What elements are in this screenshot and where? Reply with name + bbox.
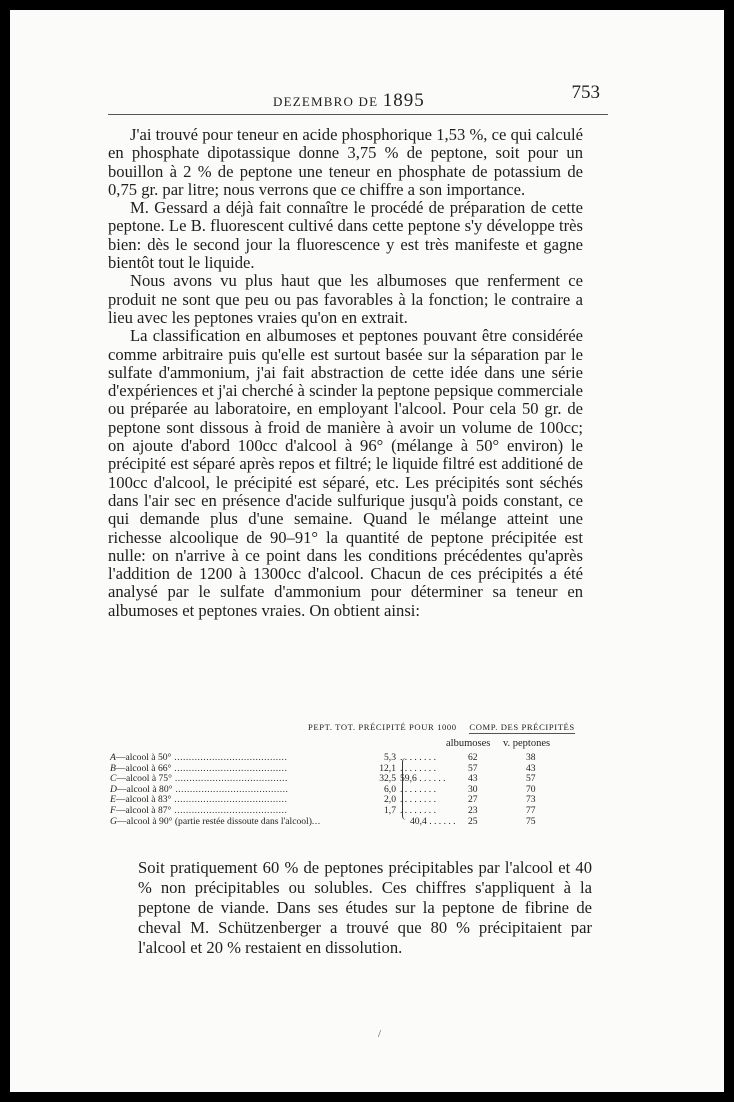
paragraph-2: M. Gessard a déjà fait connaître le procédé de préparation de cette peptone. Le B. fluorescent cultivé dans cette peptone s'y développe très bien: dès le second jour la fluorescence y est très manifeste et gagne bientôt tout le liquide. <box>108 198 583 273</box>
col-peptones: v. peptones <box>502 738 551 749</box>
row-albumoses: 43 <box>468 773 478 785</box>
row-sum: . . . . . . . . <box>400 762 436 774</box>
document-page <box>10 10 724 1092</box>
row-letter: D <box>110 783 117 795</box>
leader-dots: ... <box>311 815 321 827</box>
row-sum: . . . . . . . . <box>400 805 436 816</box>
page-number: 753 <box>571 82 600 103</box>
row-sum: 59,6 . . . . . . <box>400 773 446 785</box>
row-albumoses: 30 <box>468 783 478 795</box>
leader-dots: ....................................... <box>171 762 288 774</box>
running-title-year: 1895 <box>382 90 425 111</box>
page-header <box>108 82 608 115</box>
leader-dots: ....................................... <box>171 794 288 806</box>
row-letter: A <box>110 752 116 763</box>
row-letter: E <box>110 794 116 806</box>
paragraph-1: J'ai trouvé pour teneur en acide phosphorique 1,53 %, ce qui calculé en phosphate dipotassique donne 3,75 % de peptone, soit pour un bouillon à 2 % de peptone une teneur en phosphate de potassium de 0,75 gr. par litre; nous verrons que ce chiffre a son importance. <box>108 125 583 199</box>
row-albumoses: 62 <box>468 752 478 763</box>
row-peptones: 75 <box>526 815 536 827</box>
running-title <box>273 90 425 112</box>
row-value: 5,3 <box>384 752 396 763</box>
row-peptones: 70 <box>526 783 536 795</box>
row-label-text: —alcool à 90° (partie restée dissoute dans l'alcool) <box>116 815 312 827</box>
row-peptones: 73 <box>526 794 536 806</box>
paragraph-4: La classification en albumoses et peptones pouvant être considérée comme arbitraire puis qu'elle est surtout basée sur la séparation par le sulfate d'ammonium, j'ai fait abstraction de cette idée dans une série d'expériences et j'ai cherché à scinder la peptone pepsique commerciale ou préparée au laboratoire, en employant l'alcool. Pour cela 50 gr. de peptone sont dissous à froid de manière à avoir un volume de 100cc; on ajoute d'abord 100cc d'alcool à 96° (mélange à 50° environ) le précipité est séparé après repos et filtré; le liquide filtré est additioné de 100cc d'alcool, le précipité est séparé, etc. Les précipités sont séchés dans l'air sec en présence d'acide sulfurique jusqu'à poids constant, ce qui demande plus d'une semaine. Quand le mélange atteint une richesse alcoolique de 90–91° la quantité de peptone précipitée est nulle: on n'arrive à ce point dans les conditions précédentes qu'après l'addition de 1200 à 1300cc d'alcool. Chacun de ces précipités a été analysé par le sulfate d'ammonium pour déterminer sa teneur en albumoses et peptones vraies. On obtient ainsi: <box>108 326 583 620</box>
leader-dots: ....................................... <box>171 752 288 763</box>
row-sum: . . . . . . . . <box>400 783 436 795</box>
row-peptones: 38 <box>526 752 536 763</box>
row-label-text: —alcool à 50° <box>115 752 172 763</box>
row-peptones: 57 <box>526 773 536 785</box>
table-row <box>110 817 596 828</box>
row-label-text: —alcool à 80° <box>116 783 173 795</box>
row-value: 12,1 <box>379 762 396 774</box>
row-letter: C <box>110 773 117 785</box>
leader-dots: ....................................... <box>172 783 289 795</box>
table-head-right: COMP. DES PRÉCIPITÉS <box>469 722 575 732</box>
closing-paragraph: Soit pratiquement 60 % de peptones précipitables par l'alcool et 40 % non précipitables ou solubles. Ces chiffres s'appliquent à la peptone de viande. Dans ses études sur la peptone de fibrine de cheval M. Schützenberger a trouvé que 80 % précipitaient par l'alcool et 20 % restaient en dissolution. <box>138 858 592 957</box>
stray-mark: / <box>378 1028 382 1040</box>
row-albumoses: 27 <box>468 794 478 806</box>
row-label <box>110 817 321 828</box>
leader-dots: ....................................... <box>171 805 288 816</box>
body-text <box>108 126 583 620</box>
row-sum: . . . . . . . . <box>400 752 436 763</box>
row-value: 6,0 <box>384 783 396 795</box>
row-value: 2,0 <box>384 794 396 806</box>
table-header <box>308 722 575 733</box>
row-value: 1,7 <box>384 805 396 816</box>
row-albumoses: 23 <box>468 805 478 816</box>
paragraph-3: Nous avons vu plus haut que les albumoses que renferment ce produit ne sont que peu ou pas favorables à la fonction; le contraire a lieu avec les peptones vraies qu'on en extrait. <box>108 271 583 327</box>
row-albumoses: 25 <box>468 815 478 827</box>
row-sum: . . . . . . . . <box>400 794 436 806</box>
table-head-left: PEPT. TOT. PRÉCIPITÉ POUR 1000 <box>308 722 457 732</box>
row-letter: B <box>110 762 116 774</box>
row-value: 32,5 <box>379 773 396 785</box>
row-letter: G <box>110 815 117 827</box>
row-sum: 40,4 . . . . . . <box>410 815 456 827</box>
row-letter: F <box>110 805 116 816</box>
col-albumoses: albumoses <box>446 738 491 749</box>
leader-dots: ....................................... <box>171 773 288 785</box>
row-label-text: —alcool à 87° <box>115 805 172 816</box>
closing-text <box>138 858 592 958</box>
running-title-text: DEZEMBRO DE <box>273 94 379 109</box>
row-label-text: —alcool à 66° <box>115 762 172 774</box>
row-peptones: 77 <box>526 805 536 816</box>
row-albumoses: 57 <box>468 762 478 774</box>
table-subheader <box>446 739 550 750</box>
row-label-text: —alcool à 75° <box>116 773 172 785</box>
row-label-text: —alcool à 83° <box>115 794 172 806</box>
row-peptones: 43 <box>526 762 536 774</box>
